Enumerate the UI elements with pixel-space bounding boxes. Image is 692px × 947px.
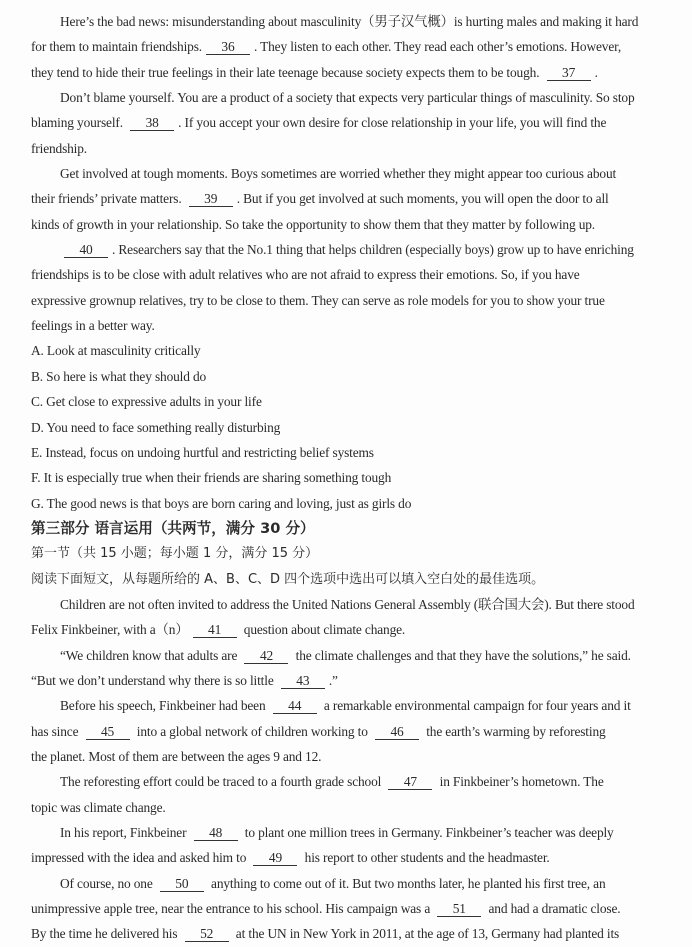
- text-segment: B. So here is what they should do: [31, 368, 207, 384]
- text-segment: the earth’s warming by reforesting: [423, 723, 606, 739]
- text-segment: the planet. Most of them are between the ages 9 and 12.: [31, 748, 322, 764]
- text-line: [0, 9, 692, 34]
- text-line: [0, 465, 692, 490]
- text-line: [0, 110, 692, 135]
- text-line: [0, 85, 692, 110]
- answer-blank: 37: [547, 65, 591, 81]
- text-segment: .”: [328, 672, 338, 688]
- text-segment: kinds of growth in your relationship. So take the opportunity to show them that they matter by following up.: [31, 216, 595, 232]
- text-segment: in Finkbeiner’s hometown. The: [436, 774, 604, 790]
- text-segment: into a global network of children working to: [133, 723, 371, 739]
- text-segment: friendship.: [31, 140, 87, 156]
- text-segment: . If you accept your own desire for close relationship in your life, you will find the: [178, 115, 607, 131]
- text-segment: 阅读下面短文，从每题所给的 A、B、C、D 四个选项中选出可以填入空白处的最佳选项。: [31, 571, 545, 587]
- text-line: [0, 338, 692, 363]
- text-line: [0, 693, 692, 718]
- text-segment: .: [594, 64, 598, 80]
- text-line: [0, 871, 692, 896]
- answer-blank: 40: [64, 242, 108, 258]
- text-segment: Don’t blame yourself. You are a product of a society that expects very particular things of masculinity. So stop: [60, 90, 635, 106]
- text-segment: unimpressive apple tree, near the entrance to his school. His campaign was a: [31, 901, 434, 917]
- text-segment: at the UN in New York in 2011, at the age of 13, Germany had planted its: [232, 926, 620, 942]
- text-segment: . Researchers say that the No.1 thing that helps children (especially boys) grow up to have enriching: [112, 242, 634, 258]
- text-segment: 第一节（共 15 小题；每小题 1 分，满分 15 分）: [31, 546, 319, 562]
- text-line: [0, 212, 692, 237]
- answer-blank: 44: [273, 698, 317, 714]
- text-segment: Of course, no one: [60, 875, 156, 891]
- answer-blank: 49: [253, 850, 297, 866]
- text-segment: question about climate change.: [240, 622, 406, 638]
- text-segment: expressive grownup relatives, try to be close to them. They can serve as role models for you to show your true: [31, 292, 605, 308]
- text-line: [0, 719, 692, 744]
- text-line: [0, 769, 692, 794]
- text-line: [0, 643, 692, 668]
- text-line: [0, 921, 692, 946]
- text-line: [0, 186, 692, 211]
- text-segment: F. It is especially true when their friends are sharing something tough: [31, 470, 392, 486]
- text-segment: Children are not often invited to address the United Nations General Assembly (联合国大会). But there stood: [60, 596, 635, 612]
- text-line: [0, 288, 692, 313]
- text-segment: blaming yourself.: [31, 115, 127, 131]
- text-segment: Get involved at tough moments. Boys sometimes are worried whether they might appear too curious about: [60, 166, 617, 182]
- answer-blank: 36: [206, 39, 250, 55]
- text-segment: they tend to hide their true feelings in their late teenage because society expects them to be tough.: [31, 64, 543, 80]
- text-segment: “We children know that adults are: [60, 647, 241, 663]
- text-segment: “But we don’t understand why there is so little: [31, 672, 277, 688]
- text-segment: A. Look at masculinity critically: [31, 343, 201, 359]
- answer-blank: 46: [375, 724, 419, 740]
- text-line: [0, 896, 692, 921]
- text-line: [0, 592, 692, 617]
- answer-blank: 52: [185, 926, 229, 942]
- section-heading: [0, 516, 692, 541]
- text-segment: friendships is to be close with adult relatives who are not afraid to express their emotions. So, if you have: [31, 267, 580, 283]
- text-line: [0, 34, 692, 59]
- text-segment: the climate challenges and that they have the solutions,” he said.: [292, 647, 631, 663]
- text-segment: a remarkable environmental campaign for four years and it: [320, 698, 631, 714]
- text-line: [0, 845, 692, 870]
- text-line: [0, 668, 692, 693]
- text-segment: Felix Finkbeiner, with a（n）: [31, 622, 189, 638]
- text-segment: By the time he delivered his: [31, 926, 181, 942]
- answer-blank: 45: [86, 724, 130, 740]
- section-instruction: [0, 567, 692, 592]
- answer-blank: 48: [194, 825, 238, 841]
- text-segment: their friends’ private matters.: [31, 191, 185, 207]
- text-segment: topic was climate change.: [31, 799, 166, 815]
- text-segment: In his report, Finkbeiner: [60, 825, 190, 840]
- text-segment: . They listen to each other. They read each other’s emotions. However,: [253, 39, 622, 55]
- text-line: [0, 440, 692, 465]
- answer-blank: 39: [189, 191, 233, 207]
- answer-blank: 43: [281, 673, 325, 689]
- text-line: [0, 262, 692, 287]
- text-segment: G. The good news is that boys are born caring and loving, just as girls do: [31, 495, 412, 511]
- text-segment: feelings in a better way.: [31, 318, 155, 334]
- text-line: [0, 617, 692, 642]
- text-line: [0, 60, 692, 85]
- text-segment: The reforesting effort could be traced to a fourth grade school: [60, 774, 385, 790]
- text-segment: Here’s the bad news: misunderstanding about masculinity（男子汉气概）is hurting males and making it hard: [60, 14, 639, 29]
- exam-document: [0, 9, 692, 947]
- text-line: [0, 161, 692, 186]
- text-line: [0, 795, 692, 820]
- text-line: [0, 744, 692, 769]
- text-segment: has since: [31, 723, 82, 739]
- text-segment: and had a dramatic close.: [485, 901, 621, 917]
- text-segment: D. You need to face something really disturbing: [31, 419, 281, 435]
- text-segment: C. Get close to expressive adults in your life: [31, 394, 262, 410]
- answer-blank: 38: [130, 115, 174, 131]
- text-segment: anything to come out of it. But two months later, he planted his first tree, an: [207, 875, 606, 891]
- text-segment: impressed with the idea and asked him to: [31, 850, 250, 866]
- text-line: [0, 237, 692, 262]
- section-instruction: [0, 541, 692, 566]
- text-line: [0, 415, 692, 440]
- text-segment: 第三部分 语言运用（共两节，满分 30 分）: [31, 519, 315, 537]
- answer-blank: 47: [388, 774, 432, 790]
- text-segment: his report to other students and the headmaster.: [301, 850, 550, 866]
- text-segment: Before his speech, Finkbeiner had been: [60, 698, 269, 714]
- text-line: [0, 491, 692, 516]
- text-segment: E. Instead, focus on undoing hurtful and restricting belief systems: [31, 444, 374, 460]
- text-line: [0, 136, 692, 161]
- answer-blank: 41: [193, 622, 237, 638]
- text-line: [0, 820, 692, 845]
- text-line: [0, 364, 692, 389]
- text-line: [0, 389, 692, 414]
- text-segment: to plant one million trees in Germany. Finkbeiner’s teacher was deeply: [241, 825, 614, 840]
- text-segment: for them to maintain friendships.: [31, 39, 202, 55]
- answer-blank: 50: [160, 876, 204, 892]
- text-segment: . But if you get involved at such moments, you will open the door to all: [236, 191, 609, 207]
- text-line: [0, 313, 692, 338]
- answer-blank: 42: [244, 648, 288, 664]
- answer-blank: 51: [437, 901, 481, 917]
